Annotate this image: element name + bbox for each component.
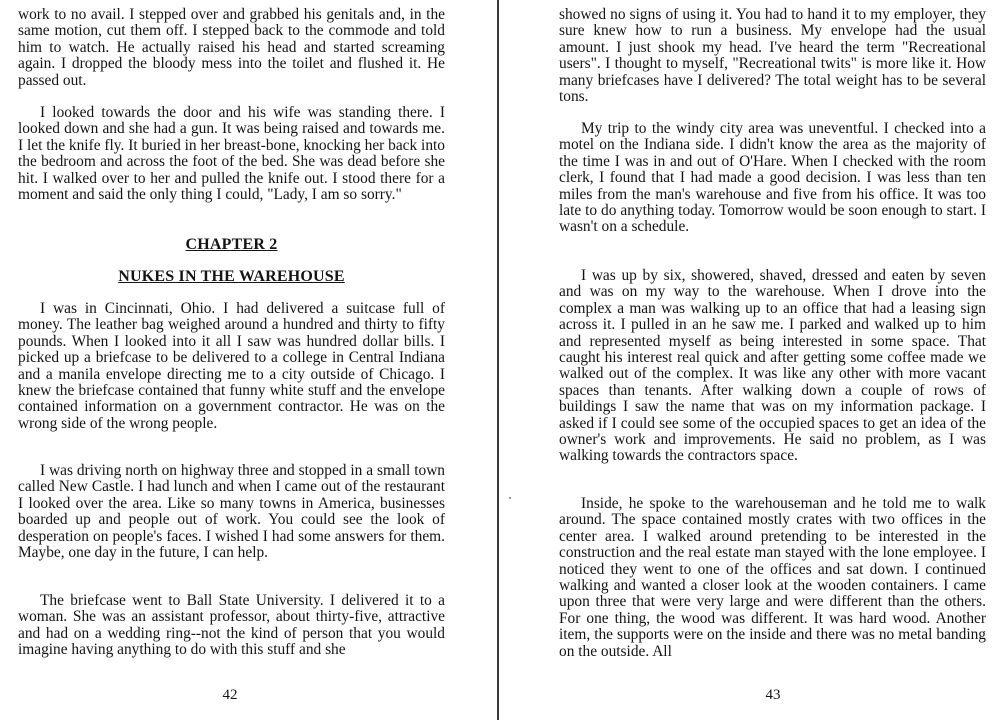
page-number: 42: [222, 687, 238, 703]
paragraph: I was driving north on highway three and stopped in a small town called New Castle. I had lunch and when I came out of the restaurant I looked over the area. Like so many towns in America, businesses boarded up and people out of work. You could see the look of desperation on people's faces. I wished I had some answers for them. Maybe, one day in the future, I can help.: [18, 462, 445, 562]
paragraph: I looked towards the door and his wife was standing there. I looked down and she had a gun. It was being raised and towards me. I let the knife fly. It buried in her breast-bone, knocking her back into the bedroom and across the foot of the bed. She was dead before she hit. I walked over to her and pulled the knife out. I stood there for a moment and said the only thing I could, "Lady, I am so sorry.": [18, 104, 445, 204]
chapter-title: NUKES IN THE WAREHOUSE: [118, 268, 345, 285]
page-number: 43: [765, 687, 781, 703]
paragraph: work to no avail. I stepped over and grabbed his genitals and, in the same motion, cut them off. I stepped back to the commode and told him to watch. He actually raised his head and started screaming again. I dropped the bloody mess into the toilet and flushed it. He passed out.: [18, 6, 445, 89]
paragraph: My trip to the windy city area was uneventful. I checked into a motel on the Indiana side. I didn't know the area as the majority of the time I was in and out of O'Hare. When I checked with the room clerk, I found that I had made a good decision. I was less than ten miles from the man's warehouse and five from his office. It was too late to do anything today. Tomorrow would be soon enough to start. I wasn't on a schedule.: [559, 120, 986, 236]
paragraph: showed no signs of using it. You had to hand it to my employer, they sure knew how to run a business. My envelope had the usual amount. I just shook my head. I've heard the term "Recreational users". I thought to myself, "Recreational twits" is more like it. How many briefcases have I delivered? The total weight has to be several tons.: [559, 6, 986, 106]
left-page: [0, 0, 497, 720]
right-page: [499, 0, 999, 720]
paragraph: The briefcase went to Ball State University. I delivered it to a woman. She was an assistant professor, about thirty-five, attractive and had on a wedding ring--not the kind of person that you would imagine having anything to do with this stuff and she: [18, 592, 445, 659]
paragraph: I was up by six, showered, shaved, dressed and eaten by seven and was on my way to the warehouse. When I drove into the complex a man was walking up to an office that had a leasing sign across it. I pulled in an he saw me. I parked and walked up to him and represented myself as being interested in some space. That caught his interest real quick and after getting some coffee made we walked out of the complex. It was like any other with more vacant spaces than tenants. After walking down a couple of rows of buildings I saw the name that was on my information package. I asked if I could see some of the occupied spaces to get an idea of the owner's work and improvements. He said no problem, as I was walking towards the contractors space.: [559, 267, 986, 465]
paragraph: I was in Cincinnati, Ohio. I had delivered a suitcase full of money. The leather bag weighed around a hundred and thirty to fifty pounds. When I looked into it all I saw was hundred dollar bills. I picked up a briefcase to be delivered to a college in Central Indiana and a manila envelope directing me to a city outside of Chicago. I knew the briefcase contained that funny white stuff and the envelope contained information on a government contractor. He was on the wrong side of the wrong people.: [18, 300, 445, 432]
paragraph: Inside, he spoke to the warehouseman and he told me to walk around. The space contained mostly crates with two offices in the center area. I walked around pretending to be interested in the construction and the real estate man stayed with the lone employee. I noticed they went to one of the offices and sat down. I continued walking and wanted a closer look at the wooden containers. I came upon three that were very large and were different than the others. For one thing, the wood was different. It was hard wood. Another item, the supports were on the inside and there was no metal banding on the outside. All: [559, 495, 986, 660]
chapter-heading: CHAPTER 2: [185, 236, 278, 253]
